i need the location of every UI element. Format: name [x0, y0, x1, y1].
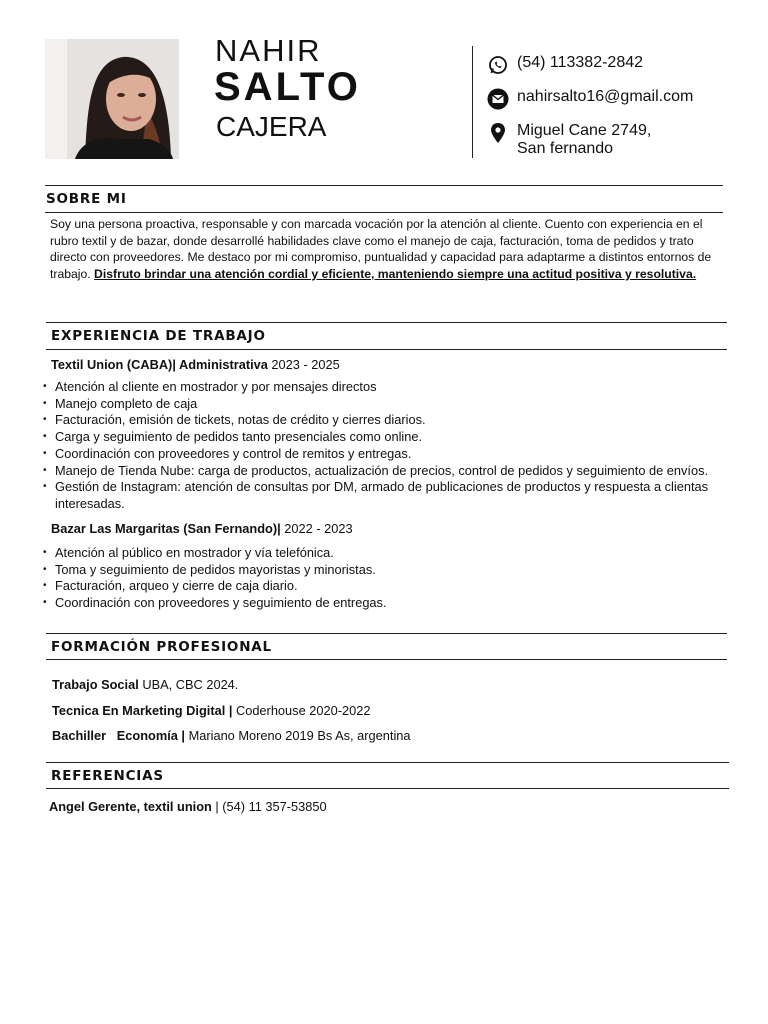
- education-detail: Coderhouse 2020-2022: [232, 703, 371, 718]
- reference-detail: | (54) 11 357-53850: [211, 799, 327, 814]
- education-title: FORMACIÓN PROFESIONAL: [51, 639, 272, 655]
- last-name: SALTO: [214, 65, 361, 109]
- education-detail: Mariano Moreno 2019 Bs As, argentina: [185, 728, 411, 743]
- list-item: • Facturación, emisión de tickets, notas de crédito y cierres diarios.: [55, 412, 735, 429]
- education-degree: Bachiller Economía |: [52, 728, 186, 743]
- reference-name: Angel Gerente, textil union: [49, 799, 212, 814]
- phone-text: (54) 113382-2842: [517, 54, 644, 71]
- about-paragraph: [50, 216, 720, 282]
- section-rule-top: [46, 762, 729, 763]
- list-item: • Manejo completo de caja: [55, 396, 735, 413]
- references-title: REFERENCIAS: [51, 768, 164, 784]
- contact-email[interactable]: [487, 88, 693, 110]
- education-degree: Tecnica En Marketing Digital |: [52, 703, 233, 718]
- education-item: [52, 703, 370, 718]
- education-item: [52, 677, 238, 692]
- whatsapp-icon: [487, 54, 509, 76]
- email-text: nahirsalto16@gmail.com: [517, 88, 694, 105]
- about-title: SOBRE MI: [46, 191, 127, 207]
- experience-title: EXPERIENCIA DE TRABAJO: [51, 328, 266, 344]
- address-line-2: San fernando: [517, 140, 614, 157]
- job-heading: [51, 521, 353, 536]
- contact-address: [487, 122, 651, 158]
- education-item: [52, 728, 411, 743]
- list-item: • Gestión de Instagram: atención de consultas por DM, armado de publicaciones de productos y respuesta a clientas interesadas.: [55, 479, 735, 512]
- job-dates: 2023 - 2025: [267, 357, 340, 372]
- job-company: Textil Union (CABA)| Administrativa: [51, 357, 268, 372]
- profile-photo: [45, 39, 179, 159]
- job-dates: 2022 - 2023: [280, 521, 353, 536]
- section-rule-bottom: [45, 212, 723, 213]
- job-role: CAJERA: [216, 111, 327, 142]
- job-duties-list: [55, 379, 735, 513]
- list-item: • Atención al público en mostrador y vía telefónica.: [55, 545, 735, 562]
- section-rule-top: [46, 633, 727, 634]
- about-highlight: Disfruto brindar una atención cordial y eficiente, manteniendo siempre una actitud positiva y resolutiva.: [94, 266, 697, 281]
- section-rule-top: [46, 322, 727, 323]
- education-detail: UBA, CBC 2024.: [138, 677, 239, 692]
- reference-entry: [49, 799, 327, 814]
- header-divider: [472, 46, 473, 158]
- education-degree: Trabajo Social: [52, 677, 139, 692]
- list-item: • Coordinación con proveedores y seguimiento de entregas.: [55, 595, 735, 612]
- portrait-image: [45, 39, 179, 159]
- section-rule-bottom: [46, 788, 729, 789]
- list-item: • Carga y seguimiento de pedidos tanto presenciales como online.: [55, 429, 735, 446]
- list-item: • Toma y seguimiento de pedidos mayoristas y minoristas.: [55, 562, 735, 579]
- section-rule-top: [45, 185, 723, 186]
- list-item: • Coordinación con proveedores y control de remitos y entregas.: [55, 446, 735, 463]
- email-icon: [487, 88, 509, 110]
- section-rule-bottom: [46, 659, 727, 660]
- list-item: • Facturación, arqueo y cierre de caja diario.: [55, 578, 735, 595]
- address-line-1: Miguel Cane 2749,: [517, 122, 652, 139]
- list-item: • Manejo de Tienda Nube: carga de productos, actualización de precios, control de pedidos y seguimiento de envíos.: [55, 463, 735, 480]
- location-pin-icon: [487, 122, 509, 144]
- section-rule-bottom: [46, 349, 727, 350]
- job-duties-list: [55, 545, 735, 612]
- about-text: Soy una persona proactiva, responsable y con marcada vocación por la atención al cliente. Cuento con experiencia en el rubro textil y de bazar, donde desarrollé habilidades clave como el manejo de caja, facturación, toma de pedidos y trato directo con proveedores. Me destaco por mi compromiso, puntualidad y capacidad para adaptarme a distintos entornos de trabajo.: [50, 217, 712, 281]
- job-heading: [51, 357, 340, 372]
- list-item: • Atención al cliente en mostrador y por mensajes directos: [55, 379, 735, 396]
- job-company: Bazar Las Margaritas (San Fernando)|: [51, 521, 281, 536]
- contact-phone[interactable]: [487, 54, 643, 76]
- first-name: NAHIR: [215, 33, 322, 68]
